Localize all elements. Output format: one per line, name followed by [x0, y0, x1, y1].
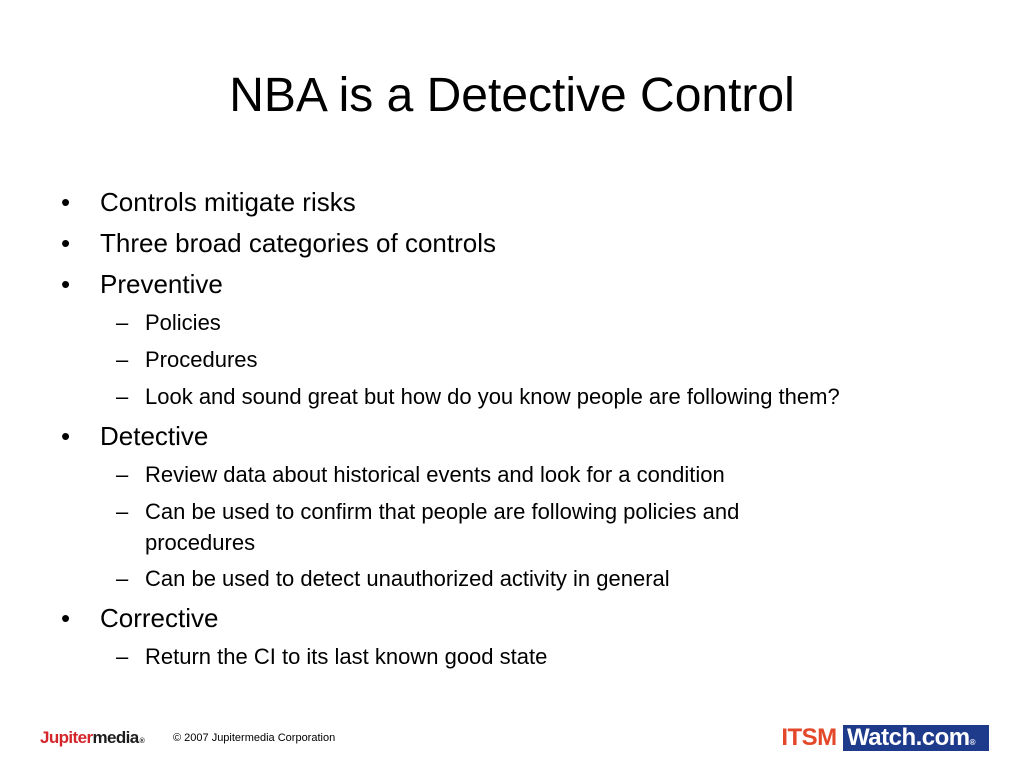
sub-bullet-marker: –: [116, 462, 129, 487]
sub-bullet-marker: –: [116, 499, 129, 524]
bullet-marker: •: [61, 269, 71, 299]
slide-title: NBA is a Detective Control: [229, 69, 795, 122]
bullet-text: Controls mitigate risks: [100, 187, 356, 217]
bullet-text: Corrective: [100, 603, 219, 633]
sub-bullet-marker: –: [116, 347, 129, 372]
sub-bullet-text: Look and sound great but how do you know people are following them?: [145, 384, 840, 409]
itsmwatch-logo-part1: ITSM: [775, 725, 843, 751]
jupitermedia-logo: [40, 728, 144, 752]
sub-bullet-marker: –: [116, 384, 129, 409]
itsmwatch-logo-part2: [847, 725, 975, 751]
itsmwatch-logo: [775, 725, 989, 751]
bullet-text: Preventive: [100, 269, 223, 299]
itsmwatch-logo-text: Watch.com: [847, 725, 970, 751]
sub-bullet-text: Policies: [145, 310, 221, 335]
bullet-text: Detective: [100, 421, 209, 451]
sub-bullet-text: procedures: [145, 530, 256, 555]
copyright-text: © 2007 Jupitermedia Corporation: [173, 732, 336, 744]
registered-mark: ®: [139, 738, 145, 745]
bullet-marker: •: [61, 228, 71, 258]
sub-bullet-text: Review data about historical events and look for a condition: [145, 462, 725, 487]
bullet-marker: •: [61, 187, 71, 217]
jupitermedia-logo-part2: media: [92, 728, 139, 747]
registered-mark: ®: [969, 738, 976, 747]
sub-bullet-text: Can be used to confirm that people are following policies and: [145, 499, 740, 524]
sub-bullet-marker: –: [116, 644, 129, 669]
bullet-marker: •: [61, 421, 71, 451]
sub-bullet-text: Procedures: [145, 347, 258, 372]
sub-bullet-marker: –: [116, 310, 129, 335]
bullet-marker: •: [61, 603, 71, 633]
sub-bullet-text: Can be used to detect unauthorized activity in general: [145, 566, 670, 591]
sub-bullet-marker: –: [116, 566, 129, 591]
bullet-text: Three broad categories of controls: [100, 228, 496, 258]
sub-bullet-text: Return the CI to its last known good state: [145, 644, 548, 669]
jupitermedia-logo-part1: Jupiter: [40, 728, 93, 747]
